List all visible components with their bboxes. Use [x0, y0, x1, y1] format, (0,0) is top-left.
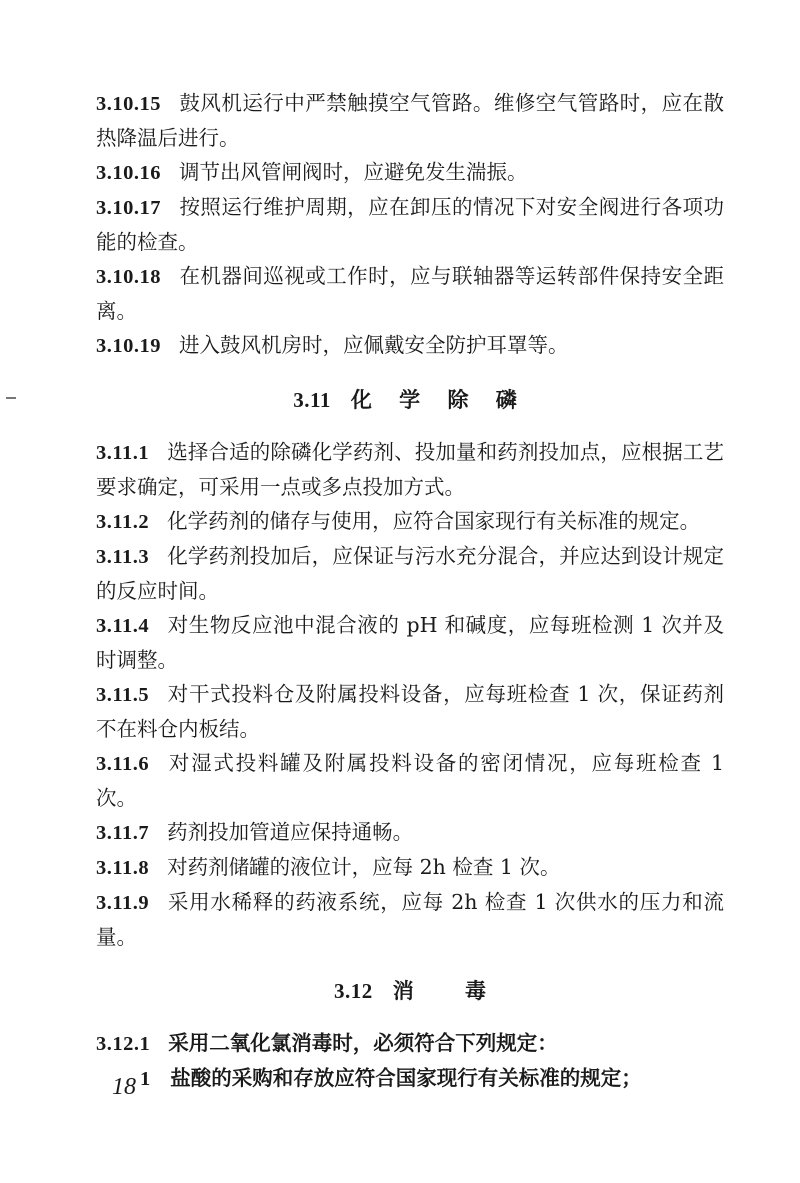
scan-mark — [6, 397, 16, 399]
section-heading-3-12 — [96, 974, 724, 1008]
section-title: 化 学 除 磷 — [350, 387, 527, 412]
clause-number: 3.11.8 — [96, 857, 150, 879]
clause-3-11-8 — [96, 850, 724, 885]
clause-text: 在机器间巡视或工作时，应与联轴器等运转部件保持安全距离。 — [96, 264, 724, 323]
clause-number: 3.10.17 — [96, 197, 161, 219]
sub-item-text: 盐酸的采购和存放应符合国家现行有关标准的规定； — [170, 1066, 642, 1090]
clause-text: 调节出风管闸阀时，应避免发生湍振。 — [179, 160, 528, 184]
clause-3-11-3 — [96, 539, 724, 608]
clause-text: 进入鼓风机房时，应佩戴安全防护耳罩等。 — [179, 333, 569, 357]
clause-text: 对药剂储罐的液位计，应每 2h 检查 1 次。 — [167, 855, 561, 879]
clause-3-10-19 — [96, 328, 724, 363]
clause-3-11-2 — [96, 504, 724, 539]
section-number: 3.12 — [333, 979, 373, 1003]
clause-number: 3.10.18 — [96, 266, 161, 288]
document-page — [96, 86, 724, 1096]
clause-text: 对生物反应池中混合液的 pH 和碱度，应每班检测 1 次并及时调整。 — [96, 613, 724, 672]
clause-text: 选择合适的除磷化学药剂、投加量和药剂投加点，应根据工艺要求确定，可采用一点或多点投加方式。 — [96, 440, 724, 499]
clause-3-12-1 — [96, 1026, 724, 1061]
clause-number: 3.11.4 — [96, 615, 150, 637]
clause-text: 按照运行维护周期，应在卸压的情况下对安全阀进行各项功能的检查。 — [96, 195, 724, 254]
clause-number: 3.10.19 — [96, 335, 161, 357]
section-heading-3-11 — [96, 383, 724, 417]
section-title: 消 毒 — [392, 978, 487, 1003]
clause-text: 化学药剂投加后，应保证与污水充分混合，并应达到设计规定的反应时间。 — [96, 544, 724, 603]
clause-3-11-7 — [96, 815, 724, 850]
clause-number: 3.10.16 — [96, 162, 161, 184]
clause-text: 对干式投料仓及附属投料设备，应每班检查 1 次，保证药剂不在料仓内板结。 — [96, 682, 724, 741]
clause-3-11-5 — [96, 677, 724, 746]
sub-item-number: 1 — [140, 1068, 151, 1090]
clause-3-10-18 — [96, 259, 724, 328]
clause-3-11-9 — [96, 885, 724, 954]
clause-number: 3.10.15 — [96, 93, 161, 115]
clause-number: 3.11.5 — [96, 684, 150, 706]
clause-number: 3.11.7 — [96, 822, 150, 844]
clause-text: 鼓风机运行中严禁触摸空气管路。维修空气管路时，应在散热降温后进行。 — [96, 91, 724, 150]
clause-number: 3.12.1 — [96, 1033, 151, 1055]
clause-3-11-6 — [96, 746, 724, 815]
clause-number: 3.11.1 — [96, 442, 150, 464]
clause-text: 对湿式投料罐及附属投料设备的密闭情况，应每班检查 1 次。 — [96, 751, 724, 810]
clause-number: 3.11.9 — [96, 892, 150, 914]
clause-text: 化学药剂的储存与使用，应符合国家现行有关标准的规定。 — [167, 509, 701, 533]
sub-item-1 — [96, 1061, 724, 1096]
clause-3-11-1 — [96, 435, 724, 504]
clause-number: 3.11.2 — [96, 511, 150, 533]
section-number: 3.11 — [293, 388, 331, 412]
page-number: 18 — [112, 1074, 136, 1100]
clause-text: 采用二氧化氯消毒时，必须符合下列规定： — [168, 1031, 558, 1055]
clause-3-10-16 — [96, 155, 724, 190]
clause-3-10-15 — [96, 86, 724, 155]
clause-number: 3.11.6 — [96, 753, 150, 775]
clause-3-10-17 — [96, 190, 724, 259]
clause-3-11-4 — [96, 608, 724, 677]
clause-text: 采用水稀释的药液系统，应每 2h 检查 1 次供水的压力和流量。 — [96, 890, 724, 949]
clause-number: 3.11.3 — [96, 546, 150, 568]
clause-text: 药剂投加管道应保持通畅。 — [167, 820, 414, 844]
